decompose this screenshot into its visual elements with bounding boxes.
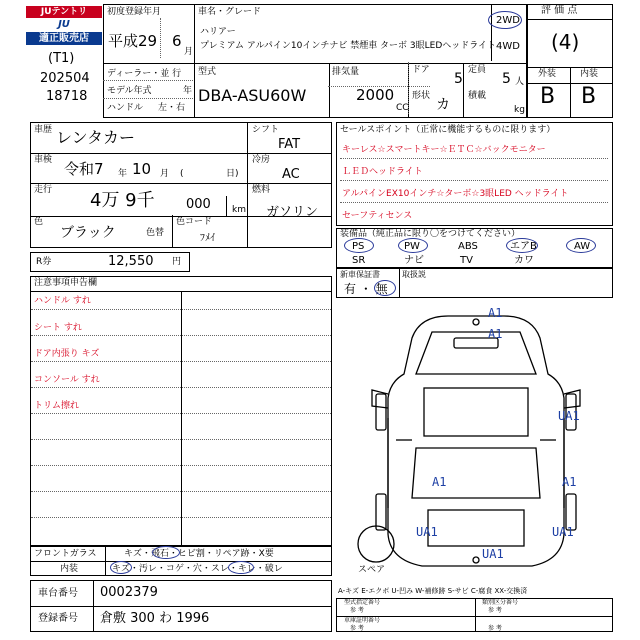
equip-aw-circle [566, 238, 596, 253]
shift-label: シフト [252, 125, 280, 135]
damage-mark-4: A1 [432, 475, 447, 489]
load-capacity-label: 積載 [468, 91, 487, 101]
equip-ps: PS [352, 241, 365, 252]
spare-label: スペア [358, 565, 386, 575]
equip-leather: カワ [514, 255, 534, 266]
windshield-options: キズ・飛石・ヒビ割・リペア跡・X要 [124, 549, 274, 559]
selling-point-2: ＬＥＤヘッドライト [342, 167, 423, 177]
damage-diagram [336, 298, 613, 588]
note-rule [31, 335, 331, 336]
equip-tv: TV [460, 255, 473, 266]
note-rule [31, 413, 331, 414]
plate-label: 登録番号 [38, 613, 78, 624]
equip-airbag: エアB [510, 241, 537, 252]
model-code-label: 型式 [198, 67, 217, 77]
equip-pw-circle [398, 238, 428, 253]
drive-4wd: 4WD [496, 41, 520, 52]
displacement-value: 2000 [356, 86, 395, 104]
ref-note-1: 参 考 [350, 607, 364, 614]
note-rule [31, 491, 331, 492]
logo-line-1: JUテントリ [26, 6, 102, 18]
equipment-label: 装備品（純正品に限り〇をつけてください） [340, 229, 521, 239]
equip-abs: ABS [458, 241, 478, 252]
vehicle-code: (T1) [48, 51, 75, 66]
plate-value: 倉敷 300 わ 1996 [100, 611, 210, 626]
color-label: 色 [34, 217, 44, 227]
chassis-label: 車台番号 [38, 588, 78, 599]
note-rule [31, 387, 331, 388]
interior-wear-circle [228, 561, 254, 574]
interior-label: 内装 [580, 69, 599, 79]
rating-label: 評 価 点 [541, 5, 578, 16]
damage-mark-8: UA1 [482, 547, 504, 561]
ac-value: AC [282, 167, 300, 182]
selling-points-label: セールスポイント（正常に機能するものに限ります） [340, 125, 556, 135]
damage-mark-1: A1 [488, 306, 503, 320]
mileage-unit: km [232, 205, 246, 215]
exterior-label: 外装 [538, 69, 557, 79]
ref-note-3: 参 考 [350, 625, 364, 632]
capacity-unit: 人 [515, 77, 525, 87]
equip-ps-circle [344, 238, 374, 253]
logo-line-2: JU [58, 19, 70, 30]
selling-point-1: キーレス☆スマートキー☆ＥＴＣ☆バックモニター [342, 145, 546, 155]
interior-cond-label: 内装 [60, 564, 79, 574]
warranty-none-circle [374, 280, 396, 296]
capacity-value: 5 [502, 71, 511, 87]
capacity-label: 定員 [468, 65, 487, 75]
note-rule [31, 517, 331, 518]
rating-score: (4) [551, 30, 580, 54]
inspection-day-unit: 日) [226, 169, 239, 179]
first-registration-month-unit: 月 [184, 47, 194, 57]
notes-box [30, 276, 332, 546]
load-capacity-unit: kg [514, 105, 525, 115]
drive-2wd: 2WD [496, 15, 520, 26]
note-rule [31, 439, 331, 440]
handle-label: ハンドル [107, 103, 144, 113]
color-value: ブラック [60, 225, 116, 241]
displacement-label: 排気量 [332, 67, 360, 77]
damage-legend: A-キズ E-エクボ U-凹み W-補修跡 S-サビ C-腐食 XX-交換済 [338, 587, 528, 595]
mileage-value: 4万 9千 [90, 190, 155, 211]
lot-number-1: 202504 [40, 71, 90, 86]
inspection-month: 10 [132, 160, 152, 178]
logo-line-3: 適正販売店 [26, 32, 102, 45]
selling-point-4: セーフティセンス [342, 211, 413, 221]
inspection-paren: ( [180, 169, 184, 179]
displacement-unit: CC [396, 103, 409, 113]
damage-mark-2: A1 [488, 327, 503, 341]
first-registration-era: 平成29 [108, 32, 158, 50]
model-year-unit: 年 [183, 86, 193, 96]
recycle-unit: 円 [172, 257, 182, 267]
note-3: ドア内張り キズ [34, 349, 100, 359]
color-code-value: ﾌﾒｲ [200, 233, 215, 244]
inspection-month-unit: 月 [160, 169, 170, 179]
ref-note-4: 参 考 [488, 625, 502, 632]
fuel-label: 燃料 [252, 185, 271, 195]
ac-label: 冷房 [252, 155, 271, 165]
notes-label: 注意事項申告欄 [34, 278, 98, 288]
drive-2wd-circle [488, 11, 522, 29]
damage-mark-5: A1 [562, 475, 577, 489]
note-2: シート すれ [34, 323, 82, 333]
chassis-value: 0002379 [100, 585, 158, 600]
damage-mark-6: UA1 [416, 525, 438, 539]
inspection-era: 令和7 [64, 160, 104, 178]
history-label: 車歴 [34, 125, 53, 135]
door-value: 5 [454, 71, 463, 87]
note-rule [31, 465, 331, 466]
note-4: コンソール すれ [34, 375, 100, 385]
inspection-label: 車検 [34, 155, 53, 165]
exterior-grade: B [540, 84, 556, 109]
interior-cond-options: キズ・汚レ・コゲ・穴・スレ・キレ・破レ [112, 564, 283, 574]
ref-class-number: 類別区分番号 [482, 599, 519, 606]
manual-label: 取扱説 [402, 270, 426, 279]
model-code-value: DBA-ASU60W [198, 86, 307, 105]
car-name-label: 車名・グレード [198, 7, 262, 17]
recycle-value: 12,550 [108, 254, 154, 269]
windshield-chip-circle [152, 546, 180, 559]
model-year-label: モデル年式 [107, 86, 152, 96]
mileage-label: 走行 [34, 185, 53, 195]
ref-note-2: 参 考 [488, 607, 502, 614]
selling-point-3: アルパインEX10インチ☆ターボ☆3眼LED ヘッドライト [342, 189, 569, 199]
damage-mark-3: UA1 [558, 409, 580, 423]
first-registration-label: 初度登録年月 [107, 7, 162, 17]
fuel-value: ガソリン [266, 205, 319, 220]
interior-scratch-circle [110, 561, 132, 574]
equip-sr: SR [352, 255, 366, 266]
lot-number-2: 18718 [46, 89, 88, 104]
body-shape-value: カ [436, 97, 450, 113]
equip-pw: PW [404, 241, 420, 252]
equip-aw: AW [574, 241, 591, 252]
first-registration-month: 6 [172, 32, 182, 50]
note-rule [31, 361, 331, 362]
note-rule [31, 309, 331, 310]
inspection-year-unit: 年 [118, 169, 128, 179]
windshield-label: フロントガラス [34, 549, 97, 559]
warranty-options: 有 ・ 無 [344, 282, 388, 296]
door-label: ドア [412, 65, 430, 75]
car-name: ハリアー [200, 27, 236, 37]
car-grade: プレミアム アルパイン10インチナビ 禁煙車 ターボ 3眼LEDヘッドライト [200, 41, 497, 51]
shift-value: FAT [278, 137, 301, 152]
mileage-value-2: 000 [186, 197, 211, 212]
dealer-logo [26, 6, 102, 46]
body-shape-label: 形状 [412, 91, 431, 101]
dealer-label: ディーラー・並 行 [107, 69, 182, 79]
ref-model-designation: 型式指定番号 [344, 599, 381, 606]
recycle-label: R券 [36, 257, 52, 267]
interior-grade: B [581, 84, 597, 109]
color-change-label: 色替 [146, 228, 165, 238]
equip-airbag-circle [506, 238, 538, 253]
warranty-label: 新車保証書 [340, 270, 380, 279]
damage-mark-7: UA1 [552, 525, 574, 539]
equip-navi: ナビ [404, 255, 424, 266]
note-5: トリム擦れ [34, 401, 80, 411]
vehicle-info-table [103, 4, 527, 118]
history-value: レンタカー [56, 128, 135, 147]
handle-options: 左・右 [158, 103, 186, 113]
ref-garage-cert: 車庫証明番号 [344, 617, 381, 624]
color-code-label: 色コード [176, 217, 213, 227]
note-1: ハンドル すれ [34, 296, 91, 306]
